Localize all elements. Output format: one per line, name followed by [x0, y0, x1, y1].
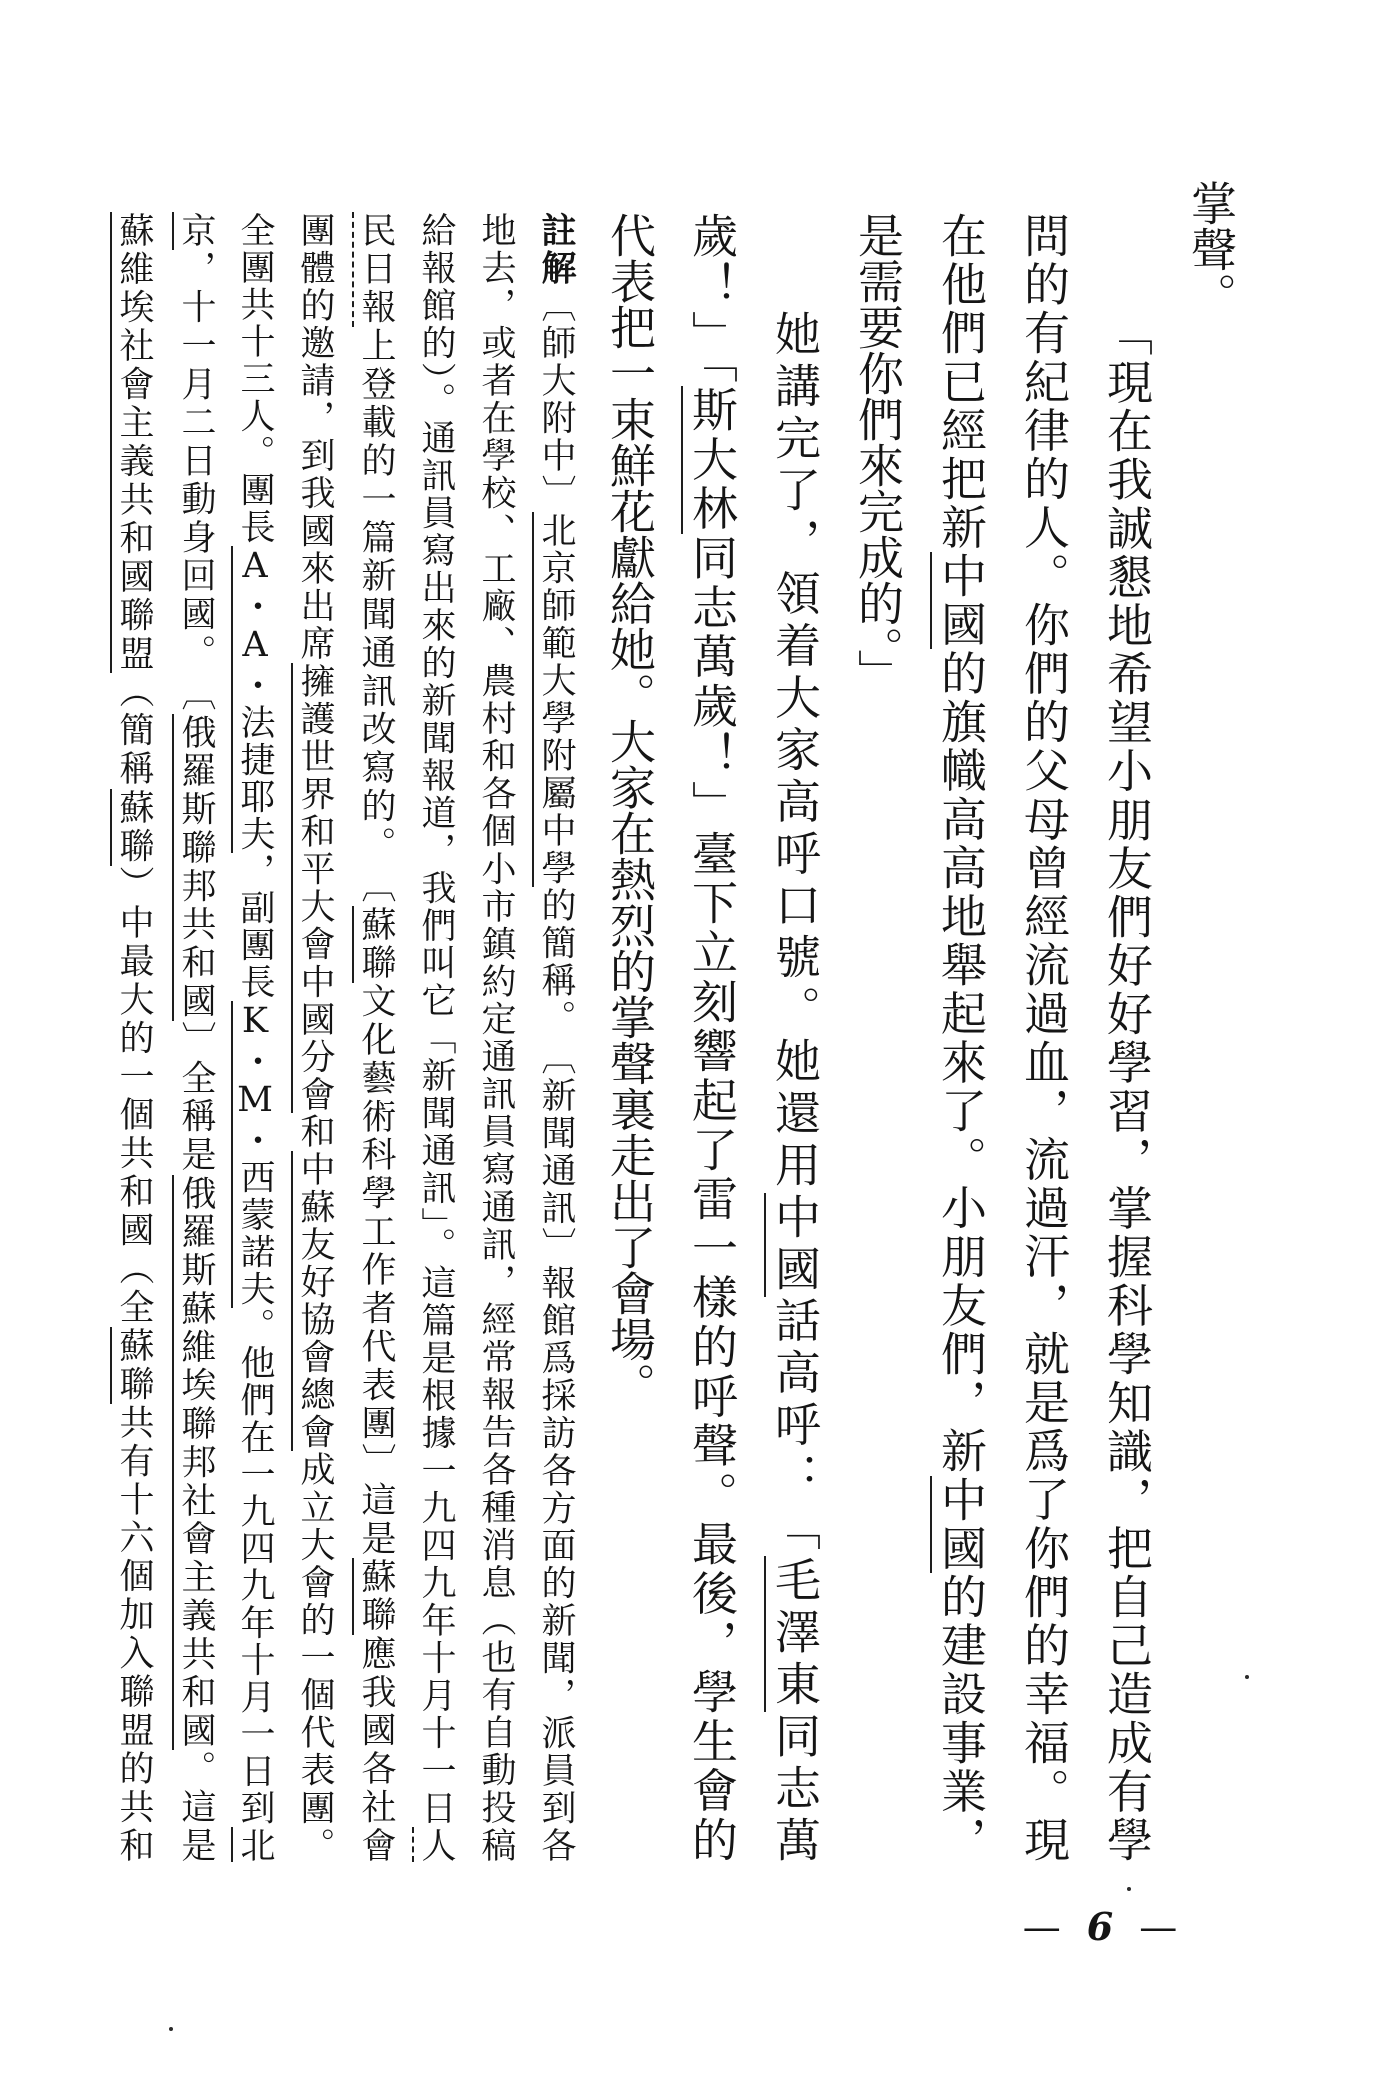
proper-name-segment: 蘇聯: [110, 1327, 154, 1404]
annotation-column-7: [176, 212, 216, 1862]
text-segment: 的旗幟高高地舉起來了。小朋友們，新: [934, 649, 988, 1476]
text-segment: 團體的邀請，到我國來出席: [295, 212, 335, 663]
scan-speck: [169, 2027, 173, 2031]
text-segment: 代表把一束鮮花獻給她。大家在熱烈的掌聲裏走出了會場。: [603, 212, 657, 1408]
scan-speck: [1127, 1887, 1131, 1891]
proper-name-segment: A・A・法捷耶夫: [231, 546, 275, 853]
page-number-right-dash: —: [1139, 1905, 1178, 1949]
annotation-column-8: [114, 212, 154, 1862]
text-segment: 同志萬歲！」臺下立刻響起了雷一樣的呼聲。最後，學生會的: [685, 534, 739, 1863]
proper-name-segment: 蘇聯: [352, 906, 396, 983]
proper-name-segment: 俄羅斯蘇維埃聯邦社會主義共和國: [172, 1175, 216, 1751]
scan-speck: [1245, 1675, 1249, 1679]
annotation-column-3: [416, 212, 456, 1862]
text-segment: 在他們已經把新: [934, 212, 988, 553]
text-segment: 「現在我誠懇地希望小朋友們好好學習，掌握科學知識，把自己造成有學: [1100, 310, 1154, 1862]
text-segment: 〕全稱是: [176, 1021, 216, 1175]
annotation-column-4: [356, 212, 396, 1862]
proper-name-segment: 中國: [930, 1476, 988, 1573]
page-number-value: 6: [1086, 1904, 1114, 1949]
text-segment: 的簡稱。 〔新聞通訊〕報館爲採訪各方面的新聞，派員到各: [536, 887, 576, 1862]
main-text-column-4: [935, 212, 987, 1862]
text-segment: 地去，或者在學校、工廠、農村和各個小市鎮約定通訊員寫通訊，經常報告各種消息（也有自動投稿: [476, 212, 516, 1862]
text-segment: 問的有紀律的人。你們的父母曾經流過血，流過汗，就是爲了你們的幸福。現: [1017, 212, 1071, 1862]
main-text-column-2: [1101, 212, 1153, 1862]
text-segment: 話高呼：「: [768, 1296, 822, 1557]
book-title-segment: 民日報: [352, 212, 396, 327]
text-segment: 。這是: [176, 1750, 216, 1863]
main-text-column-8: [604, 212, 656, 1862]
proper-name-segment: 蘇維埃社會主義共和國聯盟: [110, 212, 154, 673]
heading-segment: 註解: [536, 212, 577, 287]
text-segment: 文化藝術科學工作者代表團〕這是: [356, 982, 396, 1559]
text-segment: 共有十六個加入聯盟的共和: [114, 1404, 154, 1863]
text-segment: 掌聲。: [1184, 180, 1238, 318]
text-segment: 給報館的）。通訊員寫出來的新聞報道，我們叫它「新聞通訊」。這篇是根據一九四九年十月十一日: [416, 212, 456, 1827]
main-text-column-6: [769, 212, 821, 1862]
text-segment: 。他們在一九四九年十月一日到: [235, 1307, 275, 1828]
proper-name-segment: 京: [172, 212, 216, 250]
text-segment: 應我國各社會: [356, 1635, 396, 1863]
proper-name-segment: 毛澤東: [764, 1556, 822, 1712]
main-text-column-1: [1185, 180, 1237, 1830]
proper-name-segment: 擁護世界和平大會中國分會: [291, 663, 335, 1114]
text-segment: 是需要你們來完成的。」: [851, 212, 905, 695]
page-number: [995, 1900, 1205, 1954]
text-segment: 同志萬: [768, 1712, 822, 1863]
proper-name-segment: K・M・西蒙諾夫: [231, 1001, 275, 1308]
proper-name-segment: 斯大林: [681, 386, 739, 534]
annotation-column-1: [536, 212, 576, 1862]
text-segment: 她講完了，領着大家高呼口號。她還用: [768, 310, 822, 1193]
annotation-column-5: [295, 212, 335, 1862]
proper-name-segment: 北京師範大學附屬中學: [532, 512, 576, 887]
book-title-segment: 人: [412, 1827, 456, 1862]
text-segment: 和: [295, 1113, 335, 1151]
text-segment: 〔師大附中〕: [536, 287, 576, 512]
text-segment: ，副團長: [235, 852, 275, 1001]
text-segment: （簡稱: [114, 673, 154, 789]
proper-name-segment: 北: [231, 1827, 275, 1862]
proper-name-segment: 蘇聯: [110, 789, 154, 866]
text-segment: ）中最大的一個共和國（全: [114, 865, 154, 1328]
page-number-left-dash: —: [1022, 1905, 1061, 1949]
text-segment: 成立大會的一個代表團。: [295, 1451, 335, 1863]
proper-name-segment: 蘇聯: [352, 1558, 396, 1635]
main-text-column-7: [686, 212, 738, 1862]
proper-name-segment: 中國: [764, 1193, 822, 1297]
proper-name-segment: 俄羅斯聯邦共和國: [172, 714, 216, 1021]
annotation-column-6: [235, 212, 275, 1862]
text-segment: 歲！」「: [685, 212, 739, 387]
text-segment: 上登載的一篇新聞通訊改寫的。 〔: [356, 327, 396, 907]
proper-name-segment: 中蘇友好協會總會: [291, 1151, 335, 1451]
text-segment: 的建設事業，: [934, 1573, 988, 1863]
proper-name-segment: 中國: [930, 552, 988, 649]
main-text-column-3: [1018, 212, 1070, 1862]
text-segment: 全團共十三人。團長: [235, 212, 275, 546]
main-text-column-5: [852, 212, 904, 1862]
annotation-column-2: [476, 212, 516, 1862]
text-segment: ，十一月二日動身回國。 〔: [176, 250, 216, 715]
